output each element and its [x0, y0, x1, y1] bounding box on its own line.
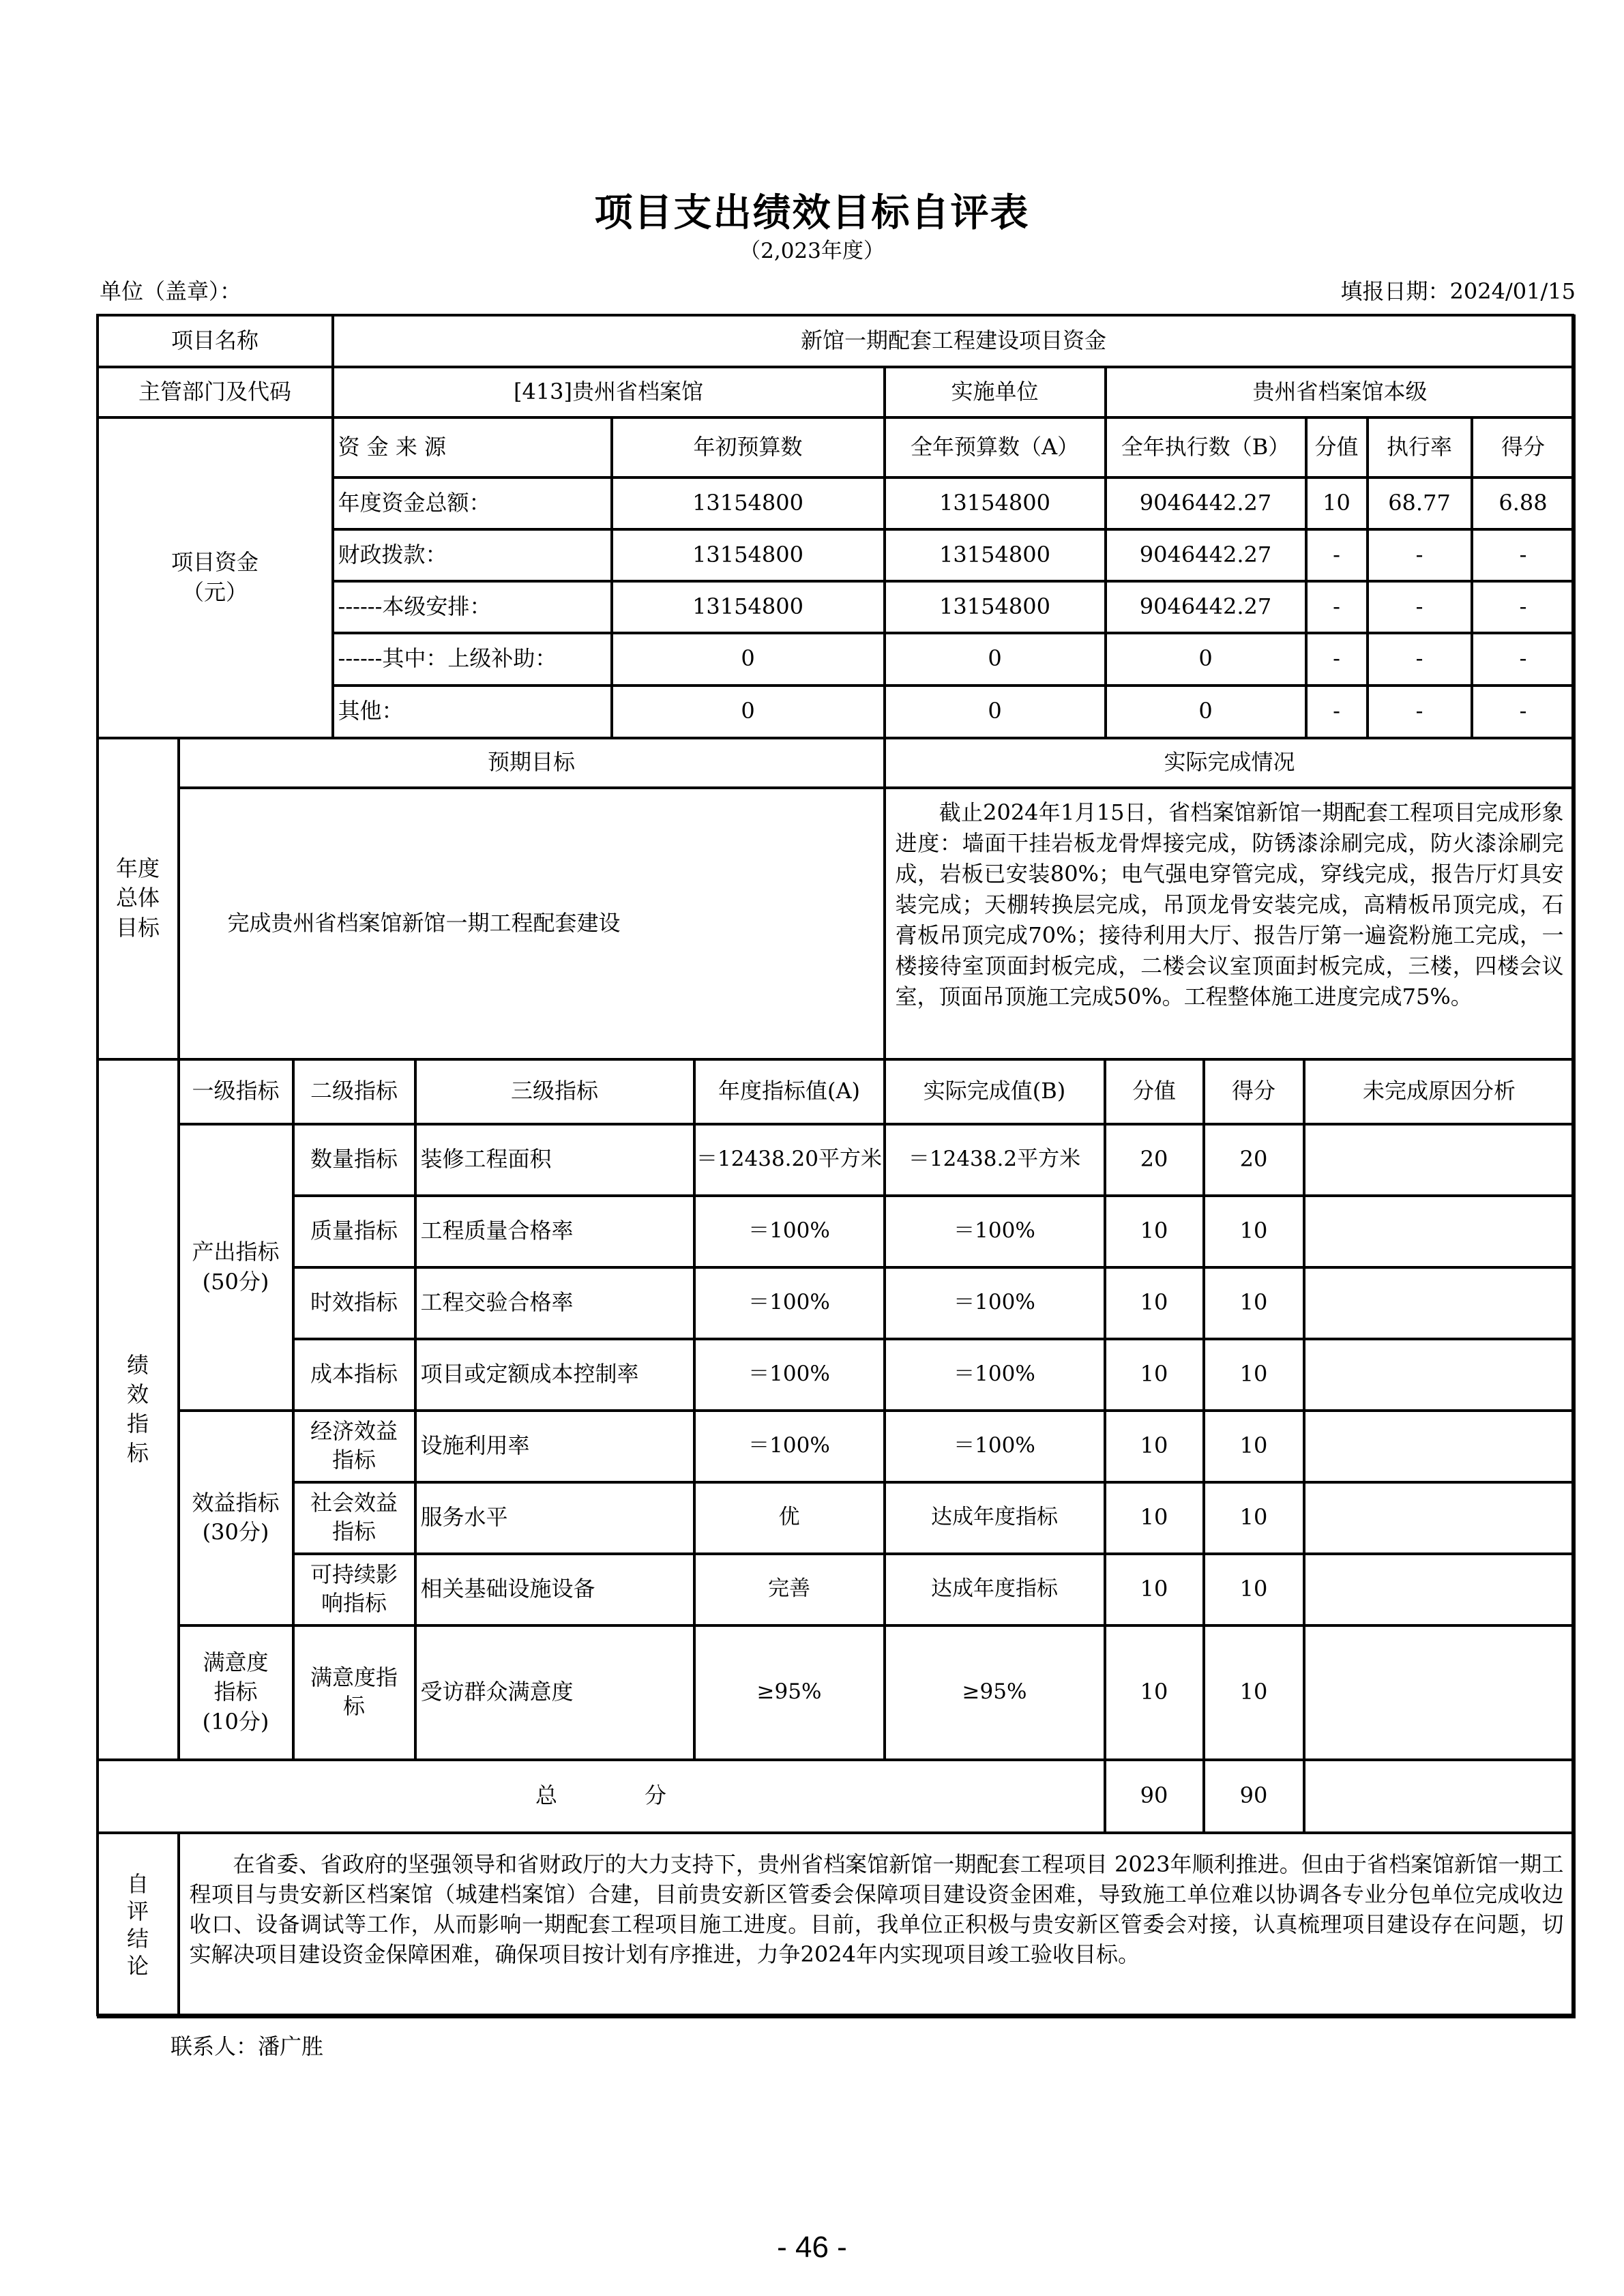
indicator-reason	[1303, 1338, 1576, 1411]
unit-seal-label: 单位（盖章）：	[100, 278, 242, 304]
indicators-section-label	[97, 1059, 179, 1761]
funding-source: 年度资金总额：	[332, 477, 612, 530]
indicator-level3: 工程质量合格率	[415, 1195, 695, 1268]
funding-weight: -	[1305, 685, 1368, 739]
funding-annual-budget: 0	[884, 632, 1106, 686]
indicator-level2: 时效指标	[293, 1267, 416, 1340]
ind-header-weight: 分值	[1104, 1059, 1205, 1125]
goals-label-char: 总体	[115, 885, 160, 911]
funding-label: 项目资金	[171, 549, 259, 576]
project-name-label: 项目名称	[97, 314, 334, 368]
actual-completion-cell	[884, 787, 1576, 1060]
indicator-level2: 数量指标	[293, 1123, 416, 1196]
indicator-actual: ＝100%	[884, 1410, 1106, 1483]
conclusion-content: 在省委、省政府的坚强领导和省财政厅的大力支持下，贵州省档案馆新馆一期配套工程项目 2023年顺利推进。但由于省档案馆新馆一期工程项目与贵安新区档案馆（城建档案馆）合建，目前贵安新区管委会保障项目建设资金困难，导致施工单位难以协调各专业分包单位完成收边收口、设备调试等工作，从而影响一期配套工程项目施工进度。目前，我单位正积极与贵安新区管委会对接，认真梳理项目建设存在问题，切实解决项目建设资金保障困难，确保项目按计划有序推进，力争2024年内实现项目竣工验收目标。	[189, 1851, 1564, 1967]
level1-label: 效益指标	[192, 1489, 280, 1516]
indicators-label-char: 绩	[126, 1351, 149, 1378]
indicator-level2: 社会效益指标	[293, 1482, 416, 1555]
form-year: （2,023年度）	[739, 239, 885, 263]
total-label: 总 分	[97, 1759, 1106, 1834]
indicator-level2: 满意度指标	[293, 1625, 416, 1761]
contact-person: 联系人：潘广胜	[171, 2033, 324, 2059]
funding-initial-budget: 13154800	[611, 580, 885, 634]
indicator-actual: ＝12438.2平方米	[884, 1123, 1106, 1196]
indicator-actual: ≥95%	[884, 1625, 1106, 1761]
funding-weight: -	[1305, 580, 1368, 634]
indicator-target: 优	[694, 1482, 885, 1555]
indicator-level3: 工程交验合格率	[415, 1267, 695, 1340]
funding-annual-budget: 13154800	[884, 477, 1106, 530]
indicator-actual: 达成年度指标	[884, 1553, 1106, 1626]
indicator-level2: 成本指标	[293, 1338, 416, 1411]
level1-output	[178, 1123, 294, 1411]
funding-rate: -	[1367, 580, 1473, 634]
indicator-reason	[1303, 1410, 1576, 1483]
funding-section-label	[97, 417, 334, 739]
indicator-reason	[1303, 1195, 1576, 1268]
indicators-label-char: 指	[126, 1411, 149, 1437]
indicator-target: ＝12438.20平方米	[694, 1123, 885, 1196]
goals-label-char: 年度	[115, 855, 160, 882]
indicator-level2: 质量指标	[293, 1195, 416, 1268]
dept-label: 主管部门及代码	[97, 366, 334, 418]
indicator-level3: 设施利用率	[415, 1410, 695, 1483]
funding-source: ------本级安排：	[332, 580, 612, 634]
project-name-value: 新馆一期配套工程建设项目资金	[332, 314, 1576, 368]
indicator-target: ＝100%	[694, 1195, 885, 1268]
indicator-reason	[1303, 1625, 1576, 1761]
indicator-level2: 经济效益指标	[293, 1410, 416, 1483]
indicator-level3: 项目或定额成本控制率	[415, 1338, 695, 1411]
ind-header-target: 年度指标值(A)	[694, 1059, 885, 1125]
indicator-level3: 相关基础设施设备	[415, 1553, 695, 1626]
funding-score: -	[1471, 529, 1576, 582]
level1-benefit	[178, 1410, 294, 1626]
funding-score: 6.88	[1471, 477, 1576, 530]
funding-rate: 68.77	[1367, 477, 1473, 530]
ind-header-level2: 二级指标	[293, 1059, 416, 1125]
funding-source: ------其中：上级补助：	[332, 632, 612, 686]
indicators-label-char: 效	[126, 1381, 149, 1407]
funding-annual-budget: 13154800	[884, 580, 1106, 634]
indicator-score: 10	[1203, 1553, 1305, 1626]
ind-header-actual: 实际完成值(B)	[884, 1059, 1106, 1125]
funding-initial-budget: 0	[611, 685, 885, 739]
indicator-weight: 10	[1104, 1338, 1205, 1411]
funding-rate: -	[1367, 632, 1473, 686]
indicator-reason	[1303, 1482, 1576, 1555]
indicator-actual: ＝100%	[884, 1267, 1106, 1340]
indicator-score: 10	[1203, 1482, 1305, 1555]
indicator-reason	[1303, 1267, 1576, 1340]
total-reason	[1303, 1759, 1576, 1834]
funding-initial-budget: 0	[611, 632, 885, 686]
indicator-score: 10	[1203, 1338, 1305, 1411]
conclusion-label-char: 评	[126, 1898, 149, 1924]
level1-points: (30分)	[202, 1519, 269, 1545]
expected-goal-header: 预期目标	[178, 737, 885, 789]
funding-annual-budget: 13154800	[884, 529, 1106, 582]
goals-section-label	[97, 737, 179, 1060]
actual-completion-text	[889, 789, 1571, 1012]
indicator-score: 10	[1203, 1410, 1305, 1483]
ind-header-score: 得分	[1203, 1059, 1305, 1125]
impl-unit-value: 贵州省档案馆本级	[1105, 366, 1576, 418]
level1-points: (50分)	[202, 1268, 269, 1295]
conclusion-label-char: 自	[126, 1871, 149, 1897]
indicator-score: 20	[1203, 1123, 1305, 1196]
funding-header-source: 资 金 来 源	[332, 417, 612, 478]
indicator-level2: 可持续影响指标	[293, 1553, 416, 1626]
level1-label: 产出指标	[192, 1239, 280, 1265]
level1-points: (10分)	[202, 1708, 269, 1735]
conclusion-cell	[178, 1832, 1576, 2018]
funding-score: -	[1471, 632, 1576, 686]
conclusion-section-label	[97, 1832, 179, 2018]
funding-executed: 0	[1105, 632, 1307, 686]
total-weight: 90	[1104, 1759, 1205, 1834]
funding-executed: 9046442.27	[1105, 477, 1307, 530]
indicator-reason	[1303, 1123, 1576, 1196]
indicator-target: ＝100%	[694, 1410, 885, 1483]
indicator-level3: 服务水平	[415, 1482, 695, 1555]
form-title: 项目支出绩效目标自评表	[594, 191, 1030, 235]
actual-completion-content: 截止2024年1月15日，省档案馆新馆一期配套工程项目完成形象进度：墙面干挂岩板龙骨焊接完成，防锈漆涂刷完成，防火漆涂刷完成，岩板已安装80%；电气强电穿管完成，穿线完成，报告厅灯具安装完成；天棚转换层完成，吊顶龙骨安装完成，高精板吊顶完成，石膏板吊顶完成70%；接待利用大厅、报告厅第一遍瓷粉施工完成，一楼接待室顶面封板完成，二楼会议室顶面封板完成，三楼，四楼会议室，顶面吊顶施工完成50%。工程整体施工进度完成75%。	[895, 799, 1564, 1010]
funding-header-initial: 年初预算数	[611, 417, 885, 478]
funding-weight: -	[1305, 529, 1368, 582]
total-score: 90	[1203, 1759, 1305, 1834]
level1-satisfaction	[178, 1625, 294, 1761]
indicator-score: 10	[1203, 1625, 1305, 1761]
funding-score: -	[1471, 685, 1576, 739]
indicator-target: ≥95%	[694, 1625, 885, 1761]
ind-header-level1: 一级指标	[178, 1059, 294, 1125]
conclusion-label-char: 论	[126, 1953, 149, 1979]
indicator-weight: 10	[1104, 1267, 1205, 1340]
funding-header-weight: 分值	[1305, 417, 1368, 478]
indicator-score: 10	[1203, 1195, 1305, 1268]
funding-source: 其他：	[332, 685, 612, 739]
funding-rate: -	[1367, 685, 1473, 739]
funding-annual-budget: 0	[884, 685, 1106, 739]
indicator-level3: 受访群众满意度	[415, 1625, 695, 1761]
funding-header-executed: 全年执行数（B）	[1105, 417, 1307, 478]
conclusion-label-char: 结	[126, 1926, 149, 1952]
indicator-actual: ＝100%	[884, 1195, 1106, 1268]
funding-executed: 9046442.27	[1105, 529, 1307, 582]
expected-goal-text: 完成贵州省档案馆新馆一期工程配套建设	[178, 787, 885, 1060]
funding-executed: 0	[1105, 685, 1307, 739]
indicator-level3: 装修工程面积	[415, 1123, 695, 1196]
indicator-weight: 10	[1104, 1553, 1205, 1626]
funding-initial-budget: 13154800	[611, 529, 885, 582]
funding-unit: （元）	[181, 578, 248, 605]
indicator-reason	[1303, 1553, 1576, 1626]
funding-header-score: 得分	[1471, 417, 1576, 478]
page-number: - 46 -	[777, 2231, 847, 2264]
funding-weight: -	[1305, 632, 1368, 686]
indicator-weight: 10	[1104, 1195, 1205, 1268]
fill-date: 填报日期：2024/01/15	[1340, 278, 1576, 304]
indicator-weight: 20	[1104, 1123, 1205, 1196]
impl-unit-label: 实施单位	[884, 366, 1106, 418]
funding-rate: -	[1367, 529, 1473, 582]
funding-executed: 9046442.27	[1105, 580, 1307, 634]
indicator-weight: 10	[1104, 1482, 1205, 1555]
indicator-target: ＝100%	[694, 1338, 885, 1411]
funding-header-annual: 全年预算数（A）	[884, 417, 1106, 478]
indicator-weight: 10	[1104, 1625, 1205, 1761]
funding-source: 财政拨款：	[332, 529, 612, 582]
indicator-score: 10	[1203, 1267, 1305, 1340]
indicators-label-char: 标	[126, 1440, 149, 1467]
ind-header-level3: 三级指标	[415, 1059, 695, 1125]
indicator-actual: 达成年度指标	[884, 1482, 1106, 1555]
level1-label: 满意度指标	[203, 1649, 269, 1705]
conclusion-text	[183, 1834, 1571, 1969]
actual-completion-header: 实际完成情况	[884, 737, 1576, 789]
dept-value: [413]贵州省档案馆	[332, 366, 885, 418]
funding-header-rate: 执行率	[1367, 417, 1473, 478]
funding-score: -	[1471, 580, 1576, 634]
indicator-actual: ＝100%	[884, 1338, 1106, 1411]
funding-weight: 10	[1305, 477, 1368, 530]
indicator-target: 完善	[694, 1553, 885, 1626]
indicator-weight: 10	[1104, 1410, 1205, 1483]
goals-label-char: 目标	[115, 914, 160, 941]
ind-header-reason: 未完成原因分析	[1303, 1059, 1576, 1125]
funding-initial-budget: 13154800	[611, 477, 885, 530]
indicator-target: ＝100%	[694, 1267, 885, 1340]
